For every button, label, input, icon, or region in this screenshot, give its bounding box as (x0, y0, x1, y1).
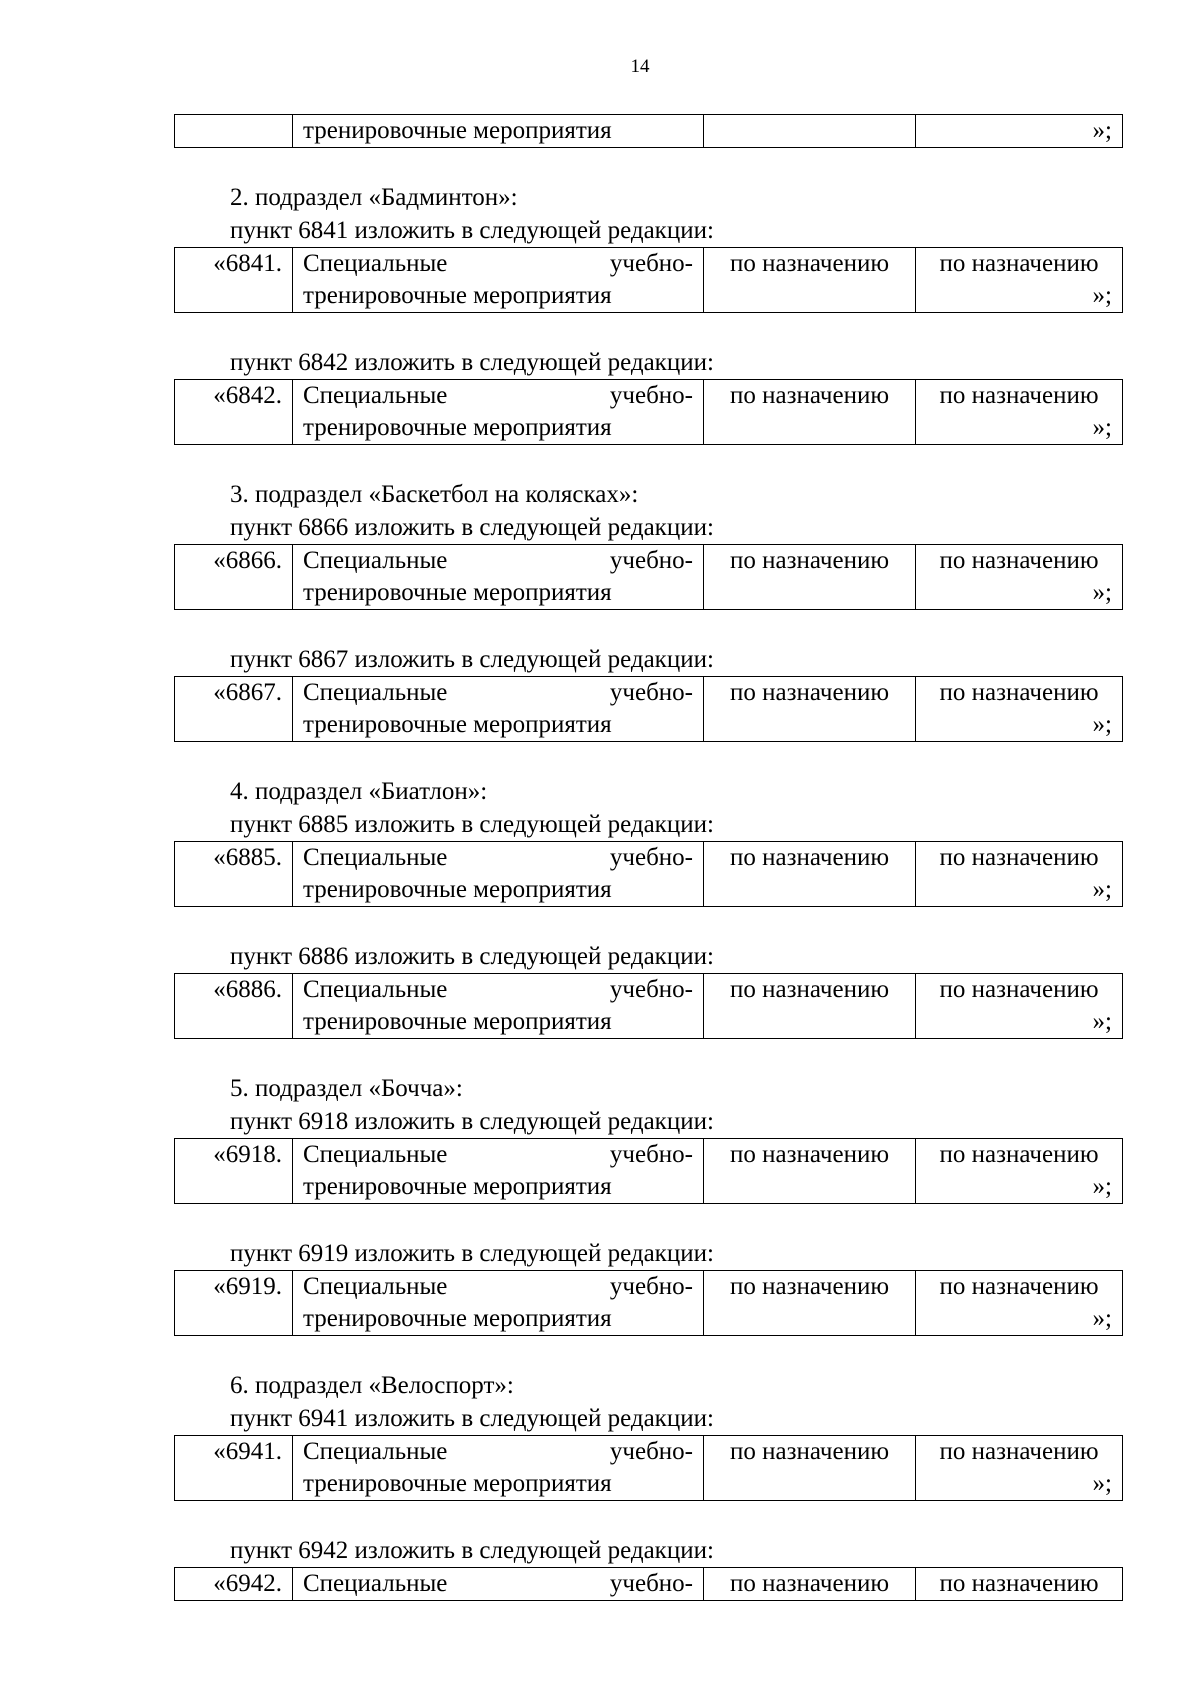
item-col4-cell: »; (916, 115, 1123, 148)
item-col4-value: по назначению (939, 1141, 1099, 1168)
item-name-word1: Специальные (303, 382, 448, 409)
item-closing-quote: »; (1092, 1008, 1112, 1035)
item-col4-cell (916, 380, 1123, 445)
table-row (175, 974, 1123, 1039)
spacer (174, 610, 1123, 643)
spacer (174, 1501, 1123, 1534)
item-name-line2: тренировочные мероприятия (303, 876, 612, 903)
table-row (175, 842, 1123, 907)
item-name-line2: тренировочные мероприятия (303, 711, 612, 738)
item-closing-quote: »; (1092, 579, 1112, 606)
item-name-line2: тренировочные мероприятия (303, 1173, 612, 1200)
edit-table (174, 1270, 1123, 1336)
top-fragment-table (174, 114, 1123, 148)
item-number-cell (175, 115, 293, 148)
edit-table (174, 841, 1123, 907)
edit-table (174, 1435, 1123, 1501)
item-name-cell (293, 1271, 704, 1336)
item-col4-cell (916, 248, 1123, 313)
item-name-line1 (303, 248, 693, 280)
item-name-line2: тренировочные мероприятия (303, 1470, 612, 1497)
table-row (175, 545, 1123, 610)
section-heading: 3. подраздел «Баскетбол на колясках»: (230, 481, 639, 508)
item-name-line1 (303, 677, 693, 709)
item-name-line2: тренировочные мероприятия (303, 282, 612, 309)
item-col3-cell: по назначению (704, 1271, 916, 1336)
item-number-cell: «6867. (175, 677, 293, 742)
edit-table (174, 379, 1123, 445)
item-col3-cell: по назначению (704, 1568, 916, 1601)
item-intro: пункт 6942 изложить в следующей редакции: (230, 1537, 714, 1564)
table-row (175, 1139, 1123, 1204)
item-number-cell: «6919. (175, 1271, 293, 1336)
item-name-cell (293, 248, 704, 313)
spacer (174, 313, 1123, 346)
section-heading: 6. подраздел «Велоспорт»: (230, 1372, 514, 1399)
table-row (175, 1271, 1123, 1336)
item-col3-cell: по назначению (704, 974, 916, 1039)
item-name-word1: Специальные (303, 1141, 448, 1168)
item-name-line1 (303, 842, 693, 874)
item-intro: пункт 6841 изложить в следующей редакции: (230, 217, 714, 244)
item-col4-cell (916, 1568, 1123, 1601)
item-name-word2: учебно- (609, 382, 693, 409)
item-name-word2: учебно- (609, 1570, 693, 1597)
item-col4-value: по назначению (939, 1570, 1099, 1597)
item-name-line1 (303, 974, 693, 1006)
item-intro: пункт 6866 изложить в следующей редакции: (230, 514, 714, 541)
table-row (175, 115, 1123, 148)
item-name-line2: тренировочные мероприятия (303, 414, 612, 441)
item-name-word2: учебно- (609, 976, 693, 1003)
item-name-line1 (303, 1139, 693, 1171)
item-number-cell: «6885. (175, 842, 293, 907)
edit-table (174, 544, 1123, 610)
item-intro: пункт 6918 изложить в следующей редакции: (230, 1108, 714, 1135)
page-number: 14 (630, 56, 650, 77)
item-name-word2: учебно- (609, 1141, 693, 1168)
item-col4-cell (916, 1436, 1123, 1501)
item-col4-value: по назначению (939, 679, 1099, 706)
item-col4-cell (916, 842, 1123, 907)
spacer (174, 148, 1123, 181)
item-col4-cell (916, 1139, 1123, 1204)
item-col3-cell: по назначению (704, 248, 916, 313)
item-col3-cell: по назначению (704, 1436, 916, 1501)
item-name-line1 (303, 1568, 693, 1600)
item-col4-cell (916, 974, 1123, 1039)
item-name-cell (293, 1139, 704, 1204)
item-intro: пункт 6919 изложить в следующей редакции: (230, 1240, 714, 1267)
item-name-word2: учебно- (609, 1438, 693, 1465)
item-name-word2: учебно- (609, 844, 693, 871)
item-col4-value: по назначению (939, 1273, 1099, 1300)
item-closing-quote: »; (1092, 876, 1112, 903)
item-intro: пункт 6867 изложить в следующей редакции: (230, 646, 714, 673)
item-name-line2: тренировочные мероприятия (303, 579, 612, 606)
item-name-word2: учебно- (609, 679, 693, 706)
document-body (174, 114, 1123, 1601)
item-closing-quote: »; (1092, 1305, 1112, 1332)
item-name-word1: Специальные (303, 1438, 448, 1465)
item-col3-cell: по назначению (704, 1139, 916, 1204)
item-name-line1 (303, 545, 693, 577)
item-name-line1 (303, 1271, 693, 1303)
item-col3-cell: по назначению (704, 545, 916, 610)
item-number-cell: «6842. (175, 380, 293, 445)
item-col4-cell (916, 677, 1123, 742)
item-name-word1: Специальные (303, 250, 448, 277)
item-name-word2: учебно- (609, 250, 693, 277)
item-name-line2: тренировочные мероприятия (303, 1305, 612, 1332)
item-name-line1 (303, 380, 693, 412)
edit-table (174, 1567, 1123, 1601)
item-name-word2: учебно- (609, 1273, 693, 1300)
table-row (175, 677, 1123, 742)
item-col4-value: по назначению (939, 547, 1099, 574)
item-name-cell (293, 842, 704, 907)
table-row (175, 248, 1123, 313)
item-name-cell (293, 1568, 704, 1601)
table-row (175, 380, 1123, 445)
item-col4-value: по назначению (939, 382, 1099, 409)
section-heading: 4. подраздел «Биатлон»: (230, 778, 488, 805)
item-intro: пункт 6941 изложить в следующей редакции: (230, 1405, 714, 1432)
item-number-cell: «6886. (175, 974, 293, 1039)
item-name-cell (293, 380, 704, 445)
item-closing-quote: »; (1092, 711, 1112, 738)
item-col4-value: по назначению (939, 250, 1099, 277)
item-col4-cell (916, 1271, 1123, 1336)
item-name-word1: Специальные (303, 547, 448, 574)
spacer (174, 907, 1123, 940)
item-name-word1: Специальные (303, 679, 448, 706)
item-intro: пункт 6842 изложить в следующей редакции: (230, 349, 714, 376)
item-col4-value: по назначению (939, 976, 1099, 1003)
item-col4-value: по назначению (939, 844, 1099, 871)
item-closing-quote: »; (1092, 1173, 1112, 1200)
edit-table (174, 676, 1123, 742)
item-closing-quote: »; (1092, 414, 1112, 441)
item-name-line2: тренировочные мероприятия (303, 1008, 612, 1035)
item-number-cell: «6841. (175, 248, 293, 313)
item-name-cell (293, 1436, 704, 1501)
item-intro: пункт 6886 изложить в следующей редакции: (230, 943, 714, 970)
item-col4-cell (916, 545, 1123, 610)
item-name-cell: тренировочные мероприятия (293, 115, 704, 148)
item-closing-quote: »; (1092, 1470, 1112, 1497)
item-col3-cell: по назначению (704, 380, 916, 445)
spacer (174, 1204, 1123, 1237)
item-name-cell (293, 974, 704, 1039)
spacer (174, 1336, 1123, 1369)
item-col4-value: по назначению (939, 1438, 1099, 1465)
item-col3-cell (704, 115, 916, 148)
edit-table (174, 973, 1123, 1039)
spacer (174, 445, 1123, 478)
item-name-word1: Специальные (303, 844, 448, 871)
item-intro: пункт 6885 изложить в следующей редакции: (230, 811, 714, 838)
item-col3-cell: по назначению (704, 842, 916, 907)
item-number-cell: «6941. (175, 1436, 293, 1501)
section-heading: 5. подраздел «Бочча»: (230, 1075, 463, 1102)
item-name-word1: Специальные (303, 1570, 448, 1597)
item-name-word2: учебно- (609, 547, 693, 574)
item-col3-cell: по назначению (704, 677, 916, 742)
item-number-cell: «6918. (175, 1139, 293, 1204)
item-name-line1 (303, 1436, 693, 1468)
item-name-cell (293, 677, 704, 742)
item-number-cell: «6866. (175, 545, 293, 610)
item-number-cell: «6942. (175, 1568, 293, 1601)
item-name-cell (293, 545, 704, 610)
table-row (175, 1436, 1123, 1501)
table-row (175, 1568, 1123, 1601)
item-name-word1: Специальные (303, 976, 448, 1003)
edit-table (174, 1138, 1123, 1204)
spacer (174, 742, 1123, 775)
edit-table (174, 247, 1123, 313)
section-heading: 2. подраздел «Бадминтон»: (230, 184, 518, 211)
item-name-word1: Специальные (303, 1273, 448, 1300)
item-closing-quote: »; (1092, 282, 1112, 309)
spacer (174, 1039, 1123, 1072)
